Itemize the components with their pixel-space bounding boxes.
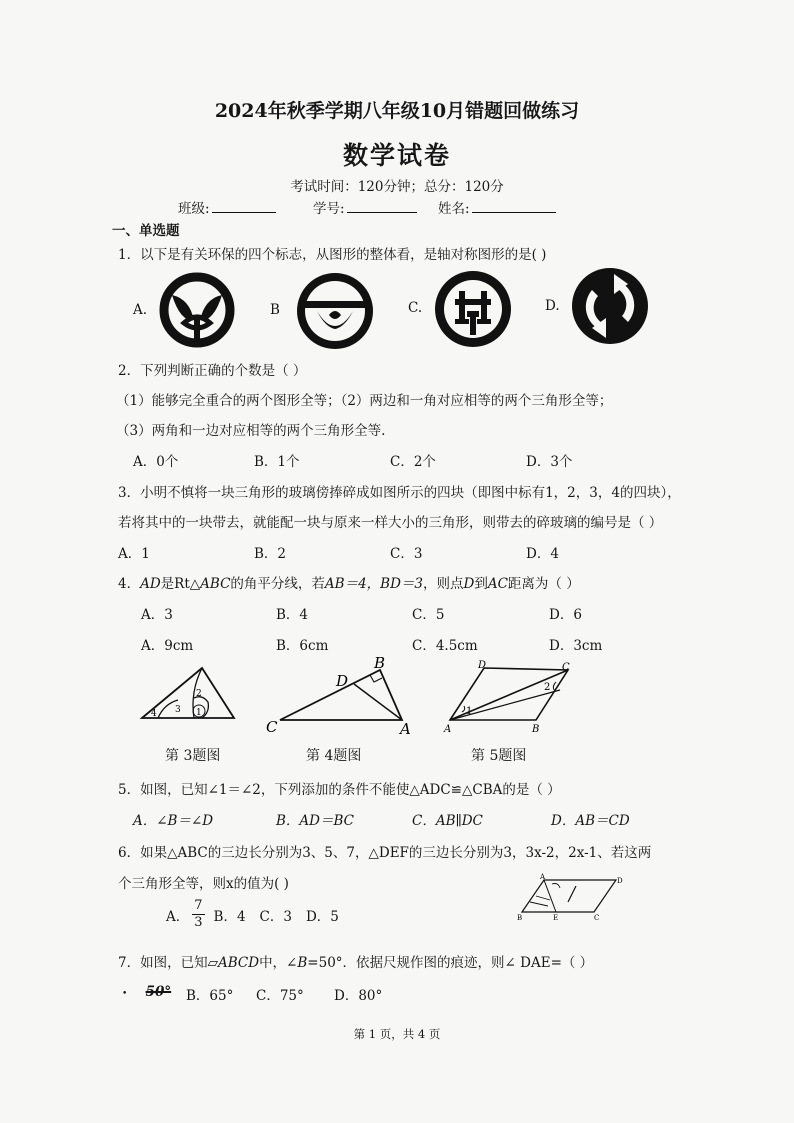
student-no-field <box>313 197 417 217</box>
fig4-label-a: A <box>400 720 411 738</box>
name-label: 姓名: <box>438 201 470 217</box>
q4-alt-option-c[interactable]: C．4.5cm <box>412 638 478 654</box>
q7-option-a-scribbled: 50° <box>145 984 172 1000</box>
name-field <box>438 197 556 217</box>
q2-option-b[interactable]: B．1个 <box>254 454 300 470</box>
q7-parallelogram-abcd: ABCD <box>217 955 260 971</box>
q4-text: 是Rt△ <box>160 576 201 592</box>
q4-segment-ad: AD <box>140 576 161 592</box>
fig5-label-a: A <box>444 724 452 735</box>
q3-stem: 3．小明不慎将一块三角形的玻璃傍捧碎成如图所示的四块（即图中标有1，2，3，4的四块）， <box>118 485 681 501</box>
q7-angle-b: B <box>297 955 308 971</box>
logo-a-leaf-icon[interactable] <box>158 271 236 349</box>
subject-title: 数学试卷 <box>342 141 451 170</box>
bullet-dot: • <box>122 989 128 999</box>
fig4-label-c: C <box>266 718 278 736</box>
logo-c-building-icon[interactable] <box>433 269 513 349</box>
fig3-label-3: 3 <box>175 705 181 715</box>
q6-stem-continued: 个三角形全等，则x的值为( ) <box>118 876 289 892</box>
class-blank[interactable] <box>212 198 276 213</box>
class-field <box>178 197 276 217</box>
q4-alt-option-b[interactable]: B．6cm <box>276 638 329 654</box>
q1-option-a-label: A. <box>133 302 148 318</box>
fig7-label-c: C <box>594 914 600 922</box>
exam-info: 考试时间：120分钟；总分：120分 <box>290 179 504 195</box>
q7-text: 7．如图，已知▱ <box>118 955 218 971</box>
logo-b-emblem-icon[interactable] <box>295 271 375 351</box>
q5-option-d[interactable]: D．AB＝CD <box>551 813 630 829</box>
fig4-label-d: D <box>336 672 349 690</box>
fig4-caption: 第 4题图 <box>306 748 362 764</box>
q3-option-b[interactable]: B．2 <box>254 546 287 562</box>
q6-option-d[interactable]: D．5 <box>305 908 339 925</box>
fig5-label-1: 1 <box>466 706 473 717</box>
fig5-quadrilateral <box>440 660 590 736</box>
q7-text: 中，∠ <box>259 955 298 971</box>
class-label: 班级: <box>178 201 210 217</box>
student-no-blank[interactable] <box>347 198 417 213</box>
exam-title: 2024年秋季学期八年级10月错题回做练习 <box>214 100 580 122</box>
q6-stem: 6．如果△ABC的三边长分别为3、5、7，△DEF的三边长分别为3，3x-2，2x-1、若这两 <box>118 845 652 861</box>
section-title: 一、单选题 <box>112 223 180 239</box>
q5-stem: 5．如图，已知∠1＝∠2，下列添加的条件不能使△ADC≌△CBA的是（ ） <box>118 782 561 798</box>
q4-alt-option-a[interactable]: A．9cm <box>141 638 194 654</box>
q4-option-a[interactable]: A．3 <box>141 607 173 623</box>
q6-option-c[interactable]: C．3 <box>259 908 292 925</box>
q2-option-c[interactable]: C．2个 <box>390 454 436 470</box>
q4-point-d: D <box>463 576 475 592</box>
fig4-right-triangle <box>264 656 424 736</box>
fraction-denominator: 3 <box>194 915 203 930</box>
q4-option-c[interactable]: C．5 <box>412 607 445 623</box>
fig7-label-b: B <box>517 914 523 922</box>
q4-option-b[interactable]: B．4 <box>276 607 309 623</box>
fig7-label-e: E <box>553 914 559 922</box>
q7-option-a-mark[interactable] <box>122 984 171 1000</box>
q5-option-b[interactable]: B．AD＝BC <box>276 813 354 829</box>
q3-stem-continued: 若将其中的一块带去，就能配一块与原来一样大小的三角形，则带去的碎玻璃的编号是（ ） <box>118 515 663 531</box>
q4-alt-option-d[interactable]: D．3cm <box>549 638 603 654</box>
fig3-label-2: 2 <box>196 689 202 699</box>
fig5-label-c: C <box>562 662 570 673</box>
q7-option-b[interactable]: B．65° <box>186 988 234 1004</box>
q3-option-a[interactable]: A．1 <box>118 546 150 562</box>
q5-option-a[interactable]: A．∠B＝∠D <box>133 813 214 829</box>
q7-text: =50°．依据尺规作图的痕迹，则∠ DAE=（ ） <box>307 955 594 971</box>
q7-option-c[interactable]: C．75° <box>256 988 304 1004</box>
q4-text: ，则点 <box>423 576 464 592</box>
fig5-label-d: D <box>478 660 487 671</box>
fig5-label-2: 2 <box>544 682 551 693</box>
q4-segment-ac: AC <box>487 576 508 592</box>
q4-stem <box>118 572 580 592</box>
fig3-label-4: 4 <box>151 709 157 719</box>
student-no-label: 学号: <box>313 201 345 217</box>
q2-statement-1-2: （1）能够完全重合的两个图形全等；（2）两边和一角对应相等的两个三角形全等； <box>116 393 613 409</box>
fig7-label-d: D <box>617 877 623 885</box>
q1-stem: 1．以下是有关环保的四个标志，从图形的整体看，是轴对称图形的是( ) <box>118 247 547 263</box>
fig4-label-b: B <box>374 654 386 672</box>
q4-text: 距离为（ ） <box>507 576 580 592</box>
q4-conditions: AB＝4，BD＝3 <box>324 576 423 592</box>
q6-option-b[interactable]: B．4 <box>213 908 246 925</box>
q1-option-b-label: B <box>270 302 280 318</box>
q3-option-c[interactable]: C．3 <box>390 546 423 562</box>
q4-text: 到 <box>474 576 488 592</box>
q4-option-d[interactable]: D．6 <box>549 607 582 623</box>
q6-options <box>166 898 339 931</box>
q7-option-d[interactable]: D．80° <box>334 988 383 1004</box>
fig5-label-b: B <box>532 724 540 735</box>
fig5-caption: 第 5题图 <box>471 748 527 764</box>
q4-number: 4． <box>118 576 141 592</box>
fraction-numerator: 7 <box>194 898 203 913</box>
fig7-label-a: A <box>540 873 546 881</box>
fig3-caption: 第 3题图 <box>165 748 221 764</box>
q1-option-c-label: C. <box>408 300 423 316</box>
q2-option-d[interactable]: D．3个 <box>526 454 573 470</box>
q3-option-d[interactable]: D．4 <box>526 546 559 562</box>
q6-option-a-label[interactable]: A． <box>166 908 190 925</box>
q2-stem: 2．下列判断正确的个数是（ ） <box>118 363 307 379</box>
q4-triangle-abc: ABC <box>200 576 231 592</box>
q2-statement-3: （3）两角和一边对应相等的两个三角形全等. <box>116 423 386 439</box>
q4-text: 的角平分线，若 <box>230 576 325 592</box>
q5-option-c[interactable]: C．AB∥DC <box>412 813 483 829</box>
fig3-label-1: 1 <box>196 708 202 718</box>
q2-option-a[interactable]: A．0个 <box>133 454 179 470</box>
q1-option-d-label: D. <box>545 298 560 314</box>
logo-d-recycle-arrow-icon[interactable] <box>570 266 650 346</box>
page-footer: 第 1 页，共 4 页 <box>353 1027 441 1041</box>
fig3-broken-triangle <box>138 662 238 724</box>
fig7-parallelogram <box>516 872 628 922</box>
name-blank[interactable] <box>472 198 556 213</box>
q7-stem <box>118 951 593 971</box>
q6-option-a-fraction[interactable] <box>192 898 204 931</box>
